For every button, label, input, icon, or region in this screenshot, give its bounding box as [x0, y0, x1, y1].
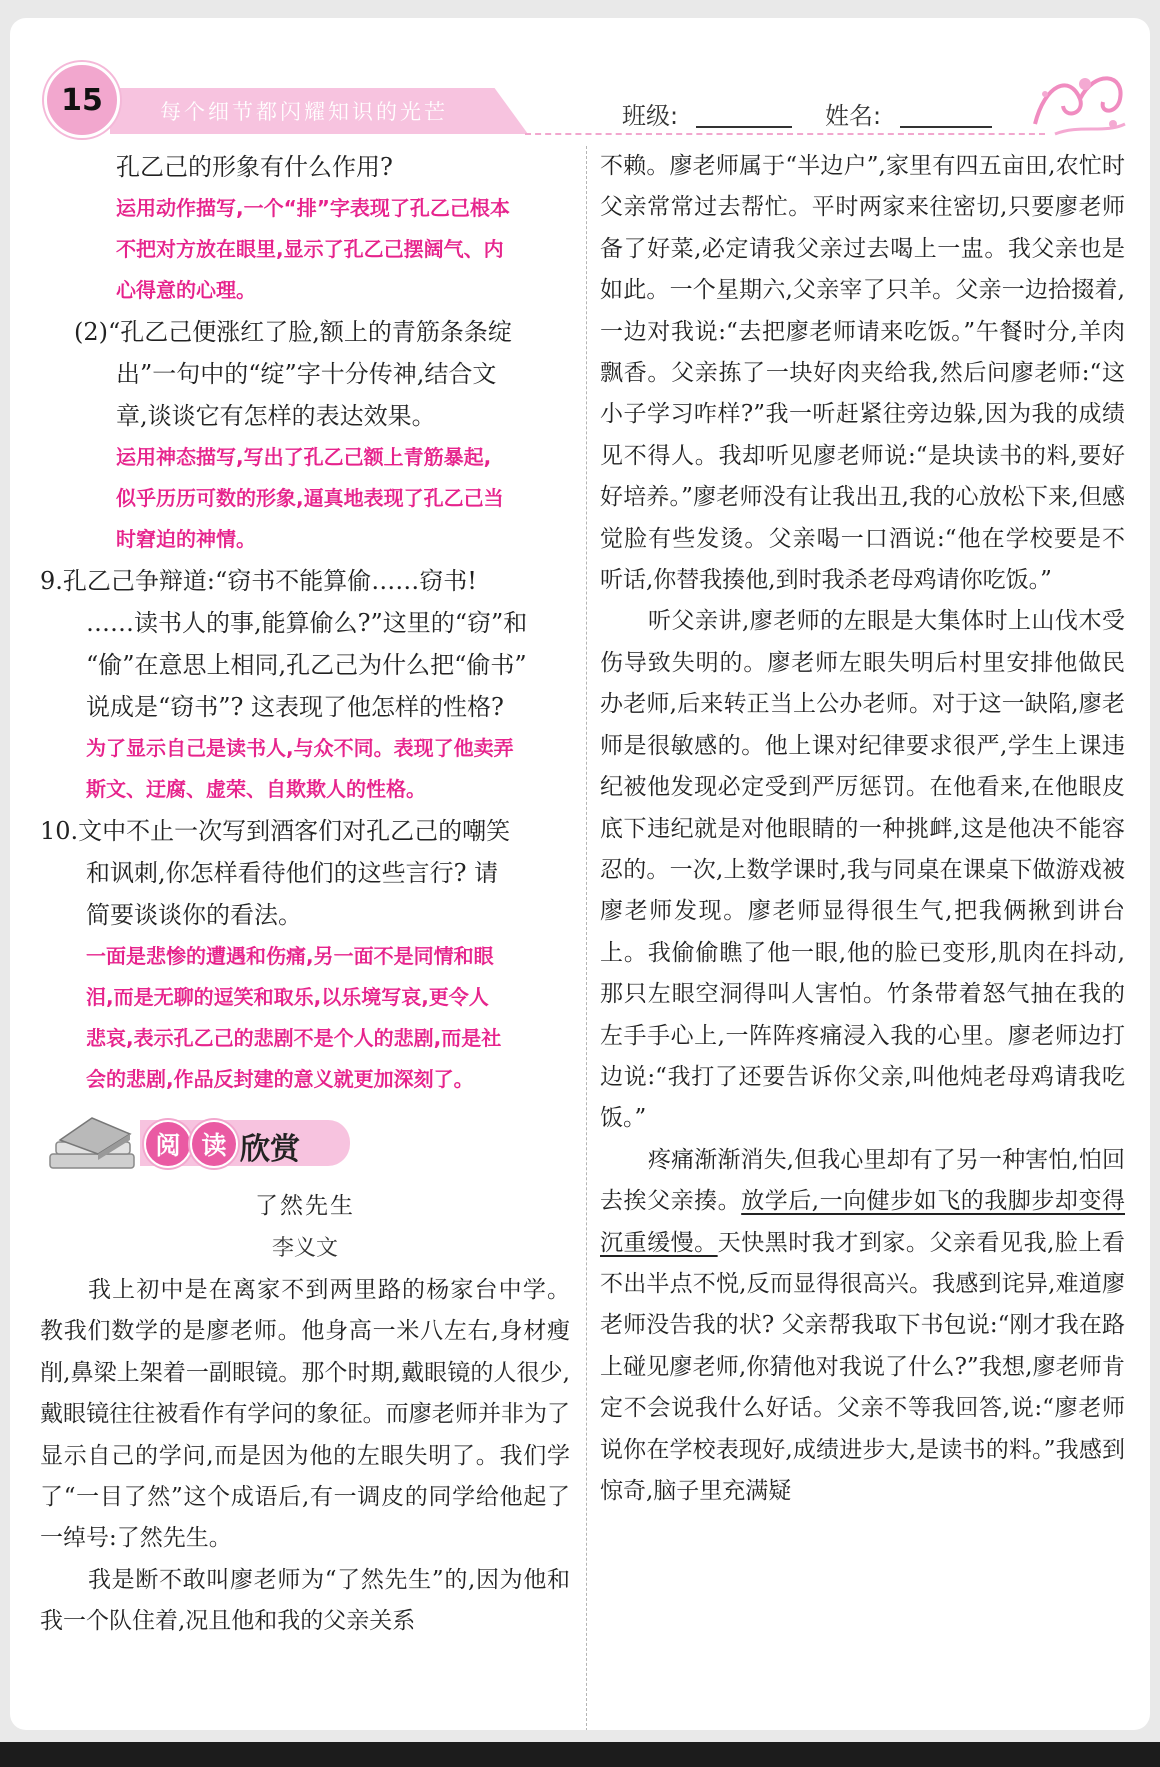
question-line: 简要谈谈你的看法。	[86, 901, 302, 929]
answer-line: 悲哀,表示孔乙己的悲剧不是个人的悲剧,而是社	[86, 1026, 502, 1050]
paragraph-text: 天快黑时我才到家。父亲看见我,脸上看不出半点不悦,反而显得很高兴。我感到诧异,难道廖老师没告我的状? 父亲帮我取下书包说:“刚才我在路上碰见廖老师,你猜他对我说了什么?”我想,廖老师肯定不会说我什么好话。父亲不等我回答,说:“廖老师说你在学校表现好,成绩进步大,是读书的料。”我感到惊奇,脑子里充满疑	[600, 1229, 1125, 1504]
question-line: (2)“孔乙己便涨红了脸,额上的青筋条条绽	[74, 318, 512, 346]
name-blank	[900, 126, 992, 128]
header-motto: 每个细节都闪耀知识的光芒	[160, 100, 448, 124]
article-paragraph-2-continued: 不赖。廖老师属于“半边户”,家里有四五亩田,农忙时父亲常常过去帮忙。平时两家来往密切,只要廖老师备了好菜,必定请我父亲过去喝上一盅。我父亲也是如此。一个星期六,父亲宰了只羊。父亲一边拾掇着,一边对我说:“去把廖老师请来吃饭。”午餐时分,羊肉飘香。父亲拣了一块好肉夹给我,然后问廖老师:“这小子学习咋样?”我一听赶紧往旁边躲,因为我的成绩见不得人。我却听见廖老师说:“是块读书的料,要好好培养。”廖老师没有让我出丑,我的心放松下来,但感觉脸有些发烫。父亲喝一口酒说:“他在学校要是不听话,你替我揍他,到时我杀老母鸡请你吃饭。”	[600, 153, 1125, 594]
header-dashed-line	[525, 133, 1045, 135]
article-paragraph-2: 我是断不敢叫廖老师为“了然先生”的,因为他和我一个队住着,况且他和我的父亲关系	[40, 1566, 570, 1635]
answer-line: 为了显示自己是读书人,与众不同。表现了他卖弄	[86, 736, 514, 760]
answer-line: 会的悲剧,作品反封建的意义就更加深刻了。	[86, 1067, 474, 1091]
class-label: 班级:	[622, 102, 679, 130]
question-line: 和讽刺,你怎样看待他们的这些言行? 请	[86, 859, 499, 887]
answer-line: 运用神态描写,写出了孔乙己额上青筋暴起,	[116, 445, 492, 469]
q10-answer	[40, 936, 570, 1100]
page-number-badge: 15	[44, 62, 120, 138]
q8-1-tail: 孔乙己的形象有什么作用?	[116, 153, 393, 181]
article-paragraph-3: 听父亲讲,廖老师的左眼是大集体时上山伐木受伤导致失明的。廖老师左眼失明后村里安排他做民办老师,后来转正当上公办老师。对于这一缺陷,廖老师是很敏感的。他上课对纪律要求很严,学生上课违纪被他发现必定受到严厉惩罚。在他看来,在他眼皮底下违纪就是对他眼睛的一种挑衅,这是他决不能容忍的。一次,上数学课时,我与同桌在课桌下做游戏被廖老师发现。廖老师显得很生气,把我俩揪到讲台上。我偷偷瞧了他一眼,他的脸已变形,肌肉在抖动,那只左眼空洞得叫人害怕。竹条带着怒气抽在我的左手手心上,一阵阵疼痛浸入我的心里。廖老师边打边说:“我打了还要告诉你父亲,叫他炖老母鸡请我吃饭。”	[600, 608, 1125, 1132]
question-line: “偷”在意思上相同,孔乙己为什么把“偷书”	[86, 651, 527, 679]
q8-1-answer	[40, 188, 570, 311]
section-char-2: 读	[190, 1120, 238, 1168]
floral-ornament-icon	[1025, 64, 1135, 144]
q8-2-answer	[40, 437, 570, 560]
q10-question	[40, 810, 570, 936]
answer-line: 泪,而是无聊的逗笑和取乐,以乐境写哀,更令人	[86, 985, 489, 1009]
question-line: 9.孔乙己争辩道:“窃书不能算偷……窃书!	[40, 567, 477, 595]
section-char-1: 阅	[144, 1120, 192, 1168]
workbook-page	[10, 18, 1150, 1730]
name-label: 姓名:	[825, 102, 882, 130]
question-line: 10.文中不止一次写到酒客们对孔乙己的嘲笑	[40, 817, 511, 845]
class-blank	[696, 126, 792, 128]
left-column	[40, 146, 570, 1643]
answer-line: 似乎历历可数的形象,逼真地表现了孔乙己当	[116, 486, 504, 510]
answer-line: 时窘迫的神情。	[116, 527, 256, 551]
underlined-sentence: 放学后,一向健步如飞的我脚步却变得沉重缓慢。	[600, 1188, 1125, 1256]
column-divider	[586, 146, 587, 1730]
paragraph-text: 疼痛渐渐消失,但我心里却有了另一种害怕,怕回去挨父亲揍。	[600, 1146, 1125, 1215]
book-stack-icon	[46, 1110, 138, 1176]
answer-line: 运用动作描写,一个“排”字表现了孔乙己根本	[116, 196, 510, 220]
question-line: 说成是“窃书”? 这表现了他怎样的性格?	[86, 693, 504, 721]
answer-line: 不把对方放在眼里,显示了孔乙己摆阔气、内	[116, 237, 504, 261]
q9-answer	[40, 728, 570, 810]
q8-2-question	[40, 311, 570, 437]
reading-section-heading	[40, 1106, 570, 1184]
question-line: ……读书人的事,能算偷么?”这里的“窃”和	[86, 609, 528, 637]
right-column	[600, 146, 1125, 1512]
article-paragraph-1: 我上初中是在离家不到两里路的杨家台中学。教我们数学的是廖老师。他身高一米八左右,身材瘦削,鼻梁上架着一副眼镜。那个时期,戴眼镜的人很少,戴眼镜往往被看作有学问的象征。而廖老师并非为了显示自己的学问,而是因为他的左眼失明了。我们学了“一目了然”这个成语后,有一调皮的同学给他起了一绰号:了然先生。	[40, 1277, 570, 1552]
answer-line: 一面是悲惨的遭遇和伤痛,另一面不是同情和眼	[86, 944, 494, 968]
question-line: 出”一句中的“绽”字十分传神,结合文	[116, 360, 497, 388]
q9-question	[40, 560, 570, 728]
answer-line: 心得意的心理。	[116, 278, 256, 302]
answer-line: 斯文、迂腐、虚荣、自欺欺人的性格。	[86, 777, 426, 801]
article-author: 李义文	[271, 1236, 338, 1261]
article-title: 了然先生	[255, 1193, 355, 1219]
bottom-bar	[0, 1742, 1160, 1767]
article-paragraph-4	[600, 1140, 1125, 1513]
question-line: 章,谈谈它有怎样的表达效果。	[116, 402, 436, 430]
section-title-rest: 欣赏	[240, 1132, 300, 1167]
